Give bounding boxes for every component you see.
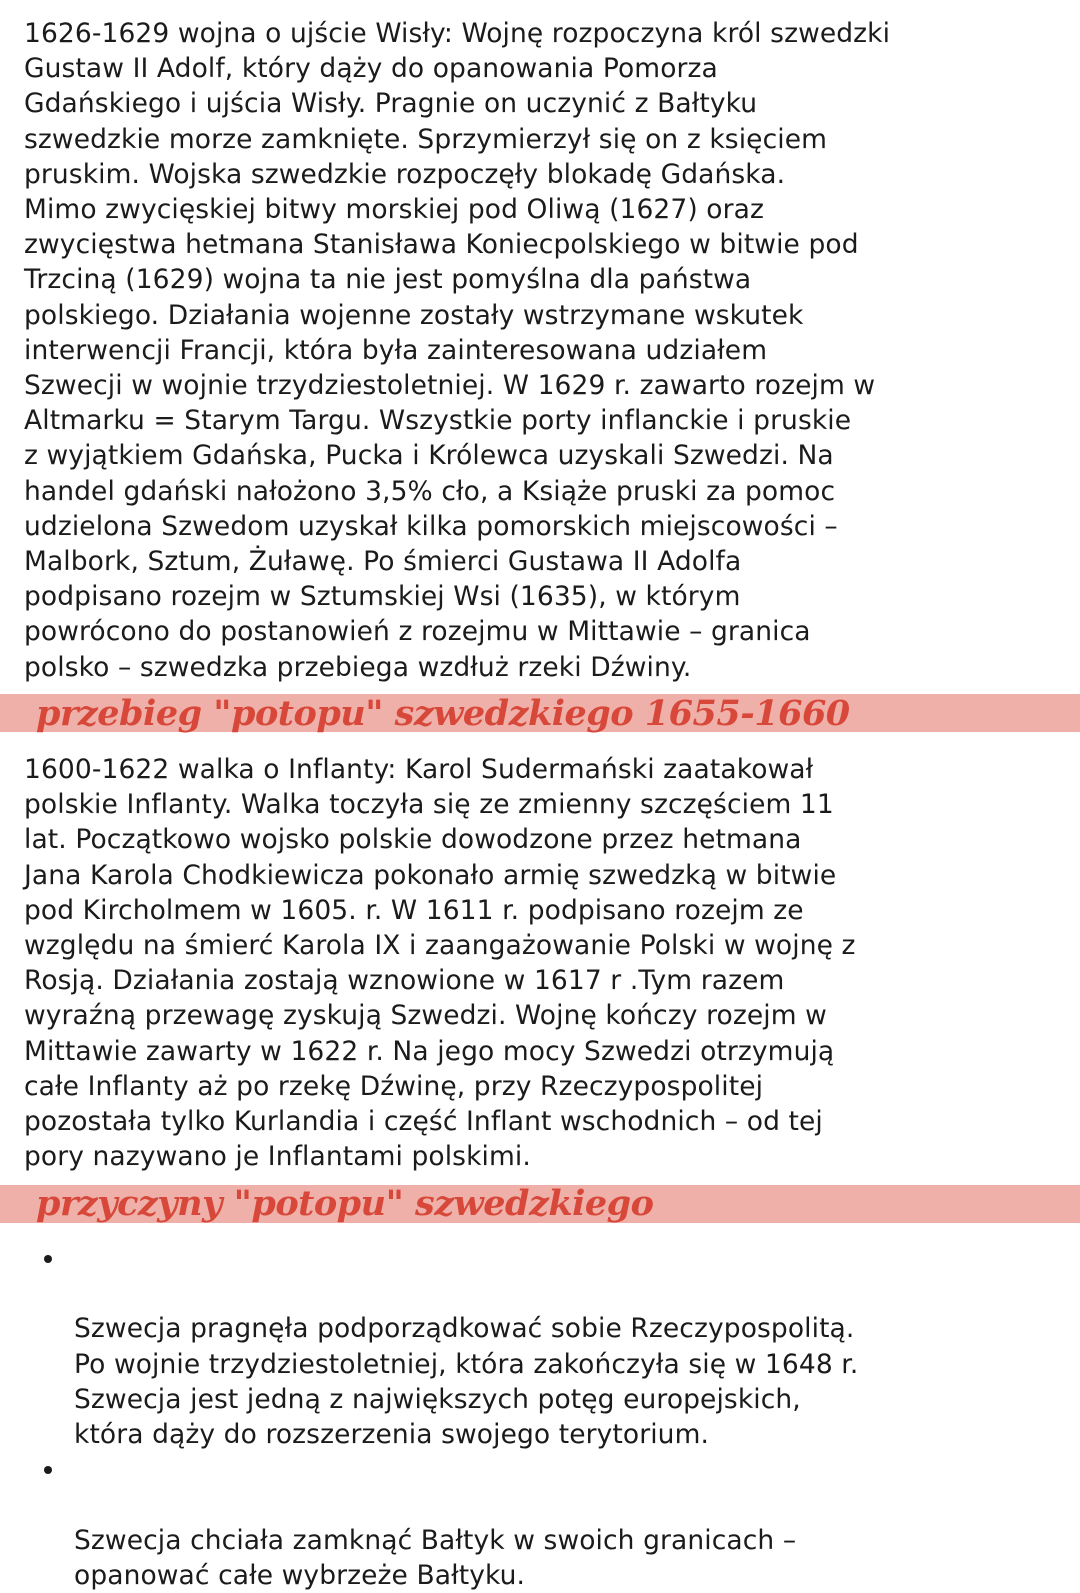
section-1-paragraph: 1626-1629 wojna o ujście Wisły: Wojnę rozpoczyna król szwedzki Gustaw II Adolf, który dąży do opanowania Pomorza Gdańskiego i ujścia Wisły. Pragnie on uczynić z Bałtyku szwedzkie morze zamknięte. Sprzymierzył się on z księciem pruskim. Wojska szwedzkie rozpoczęły blokadę Gdańska. Mimo zwycięskiej bitwy morskiej pod Oliwą (1627) oraz zwycięstwa hetmana Stanisława Koniecpolskiego w bitwie pod Trzciną (1629) wojna ta nie jest pomyślna dla państwa polskiego. Działania wojenne zostały wstrzymane wskutek interwencji Francji, która była zainteresowana udziałem Szwecji w wojnie trzydziestoletniej. W 1629 r. zawarto rozejm w Altmarku = Starym Targu. Wszystkie porty inflanckie i pruskie z wyjątkiem Gdańska, Pucka i Królewca uzyskali Szwedzi. Na handel gdański nałożono 3,5% cło, a Książe pruski za pomoc udzielona Szwedom uzyskał kilka pomorskich miejscowości – Malbork, Sztum, Żuławę. Po śmierci Gustawa II Adolfa podpisano rozejm w Sztumskiej Wsi (1635), w którym powrócono do postanowień z rozejmu w Mittawie – granica polsko – szwedzka przebiega wzdłuż rzeki Dźwiny.: [24, 18, 891, 683]
heading-przebieg-potopu: przebieg "potopu" szwedzkiego 1655-1660: [36, 693, 850, 734]
list-item-text: Szwecja chciała zamknąć Bałtyk w swoich granicach – opanować całe wybrzeże Bałtyku.: [74, 1524, 797, 1591]
list-item-text: Szwecja pragnęła podporządkować sobie Rzeczypospolitą. Po wojnie trzydziestoletniej, która zakończyła się w 1648 r. Szwecja jest jedną z największych potęg europejskich, która dąży do rozszerzenia swojego terytorium.: [74, 1313, 859, 1451]
bullet-dot-icon: [44, 1255, 52, 1263]
list-item: [24, 1241, 1064, 1452]
bullet-dot-icon: [44, 1466, 52, 1474]
section-2-paragraph: 1600-1622 walka o Inflanty: Karol Sudermański zaatakował polskie Inflanty. Walka toczyła się ze zmienny szczęściem 11 lat. Początkowo wojsko polskie dowodzone przez hetmana Jana Karola Chodkiewicza pokonało armię szwedzką w bitwie pod Kircholmem w 1605. r. W 1611 r. podpisano rozejm ze względu na śmierć Karola IX i zaangażowanie Polski w wojnę z Rosją. Działania zostają wznowione w 1617 r .Tym razem wyraźną przewagę zyskują Szwedzi. Wojnę kończy rozejm w Mittawie zawarty w 1622 r. Na jego mocy Szwedzi otrzymują całe Inflanty aż po rzekę Dźwinę, przy Rzeczypospolitej pozostała tylko Kurlandia i część Inflant wschodnich – od tej pory nazywano je Inflantami polskimi.: [24, 754, 856, 1173]
list-item: [24, 1452, 1064, 1593]
causes-list: [24, 1241, 1064, 1593]
heading-przyczyny-potopu: przyczyny "potopu" szwedzkiego: [36, 1183, 654, 1224]
